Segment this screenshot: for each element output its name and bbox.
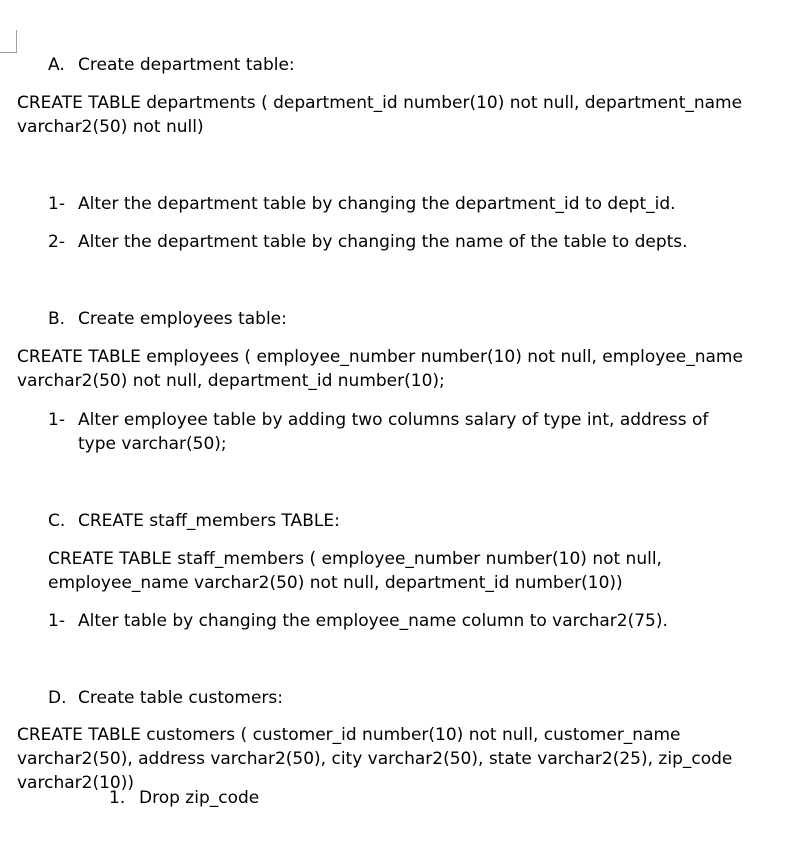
section-d-sql: CREATE TABLE customers ( customer_id number(10) not null, customer_name varchar2(50), address varchar2(50), city varchar2(50), state varchar2(25), zip_code varchar2(10)) xyxy=(17,725,733,793)
section-c-title: CREATE staff_members TABLE: xyxy=(78,511,340,531)
step-number: 1- xyxy=(48,410,65,430)
step-text: Drop zip_code xyxy=(139,788,260,808)
step-number: 2- xyxy=(48,232,65,252)
section-b-title: Create employees table: xyxy=(78,309,287,329)
section-c-marker: C. xyxy=(48,511,66,531)
step-text: Alter the department table by changing the department_id to dept_id. xyxy=(78,194,676,214)
section-d-step-1 xyxy=(109,786,259,810)
section-d-heading xyxy=(48,686,283,710)
step-number: 1- xyxy=(48,611,65,631)
step-text: Alter the department table by changing the name of the table to depts. xyxy=(78,232,688,252)
section-a-marker: A. xyxy=(48,55,65,75)
step-number: 1. xyxy=(109,788,126,808)
step-text: Alter table by changing the employee_name column to varchar2(75). xyxy=(78,611,668,631)
section-b-marker: B. xyxy=(48,309,66,329)
section-b-sql: CREATE TABLE employees ( employee_number number(10) not null, employee_name varchar2(50) not null, department_id number(10); xyxy=(17,347,743,391)
page-corner-mark xyxy=(0,30,17,53)
section-c-sql: CREATE TABLE staff_members ( employee_number number(10) not null, employee_name varchar2(50) not null, department_id number(10)) xyxy=(48,549,662,593)
section-a-title: Create department table: xyxy=(78,55,295,75)
step-number: 1- xyxy=(48,194,65,214)
section-a-sql: CREATE TABLE departments ( department_id number(10) not null, department_name varchar2(50) not null) xyxy=(17,93,743,137)
section-c-step-1 xyxy=(48,609,748,633)
section-d-marker: D. xyxy=(48,688,67,708)
section-b-step-1 xyxy=(48,408,748,456)
step-text: Alter employee table by adding two columns salary of type int, address of type varchar(50); xyxy=(78,410,709,454)
section-c-heading xyxy=(48,509,340,533)
section-d-title: Create table customers: xyxy=(78,688,283,708)
section-b-heading xyxy=(48,307,287,331)
section-a-heading xyxy=(48,53,295,77)
section-a-step-2 xyxy=(48,230,748,254)
section-a-step-1 xyxy=(48,192,748,216)
